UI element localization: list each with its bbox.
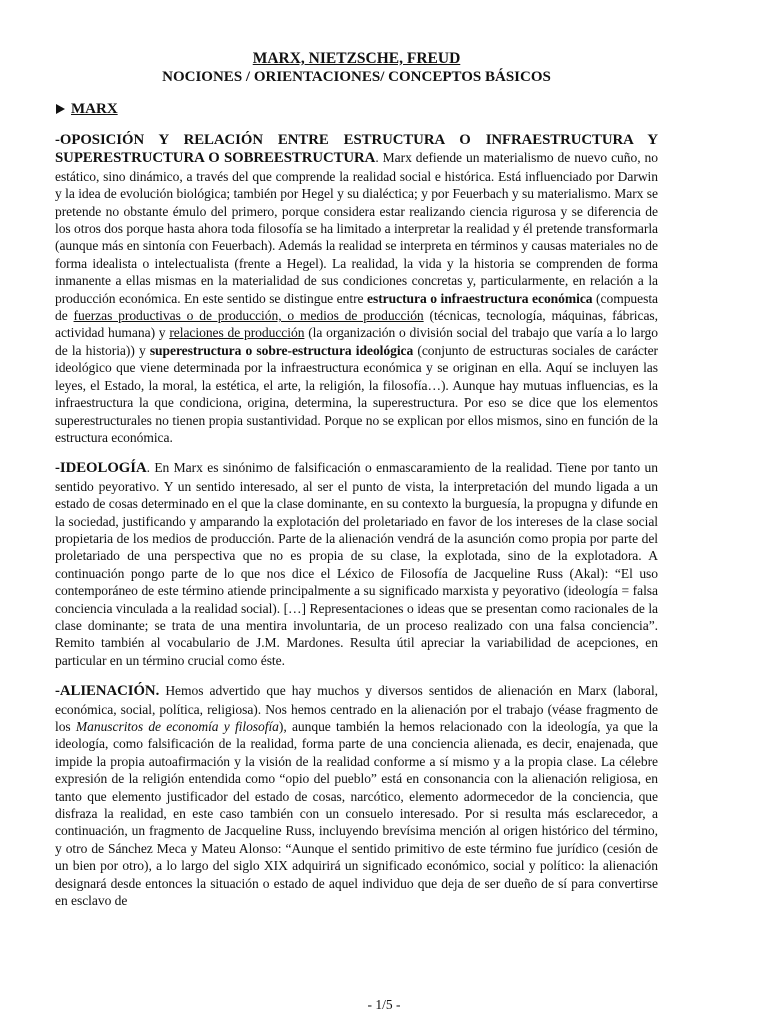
document-title: MARX, NIETZSCHE, FREUD [252, 50, 461, 67]
paragraph-alienacion [55, 682, 658, 909]
document-subtitle: NOCIONES / ORIENTACIONES/ CONCEPTOS BÁSICOS [162, 69, 551, 85]
paragraph-estructura [55, 131, 658, 446]
paragraph-heading: -IDEOLOGÍA [55, 460, 147, 477]
paragraph-ideologia [55, 459, 658, 669]
italic-title: Manuscritos de economía y filosofía [75, 719, 279, 734]
arrow-bullet-icon [56, 104, 65, 114]
paragraph-text: (compuesta de [55, 290, 658, 324]
bold-term: superestructura o sobre-estructura ideológica [149, 342, 414, 358]
bold-term: estructura o infraestructura económica [367, 290, 593, 306]
paragraph-text: . Marx defiende un materialismo de nuevo cuño, no estático, sino dinámico, a través del que comprende la realidad social e histórica. Está influenciado por Darwin y la idea de evolución biológica; también por Hegel y su dialéctica; y por Feuerbach y su materialismo. Marx se pretende no obstante émulo del primero, porque considera estar realizando ciencia rigurosa y se diferencia de los otros dos porque hasta ahora toda filosofía se ha limitado a interpretar la realidad y él pretende transformarla (aunque más en sintonía con Feuerbach). Además la realidad se interpreta en términos y causas materiales no de forma idealista o intelectualista (frente a Hegel). La realidad, la vida y la historia se comprenden de forma inmanente a ellas mismas en la materialidad de sus condiciones concretas y, particularmente, en relación a la producción económica. En este sentido se distingue entre [55, 150, 658, 306]
underlined-term: fuerzas productivas o de producción, o medios de producción [73, 308, 424, 324]
paragraph-text: ), aunque también la hemos relacionado con la ideología, ya que la ideología, como falsificación de la realidad, forma parte de una conciencia alienada, es decir, enajenada, que impide la propia autoafirmación y la visión de la realidad conforme a sí mismo y a la propia clase. La célebre expresión de la religión entendida como “opio del pueblo” está en consonancia con la alienación religiosa, en tanto que elemento justificador del estado de cosas, narcótico, elemento adormecedor de la conciencia, que disfraza la realidad, en este caso también con un consuelo interesado. Por si resulta más esclarecedor, a continuación, un fragmento de Jacqueline Russ, incluyendo brevísima mención al origen histórico del término, y otro de Sánchez Meca y Mateu Alonso: “Aunque el sentido primitivo de este término fue jurídico (cesión de un bien por otro), a lo largo del siglo XIX adquirirá un significado económico, social y político: la alienación designará desde entonces la situación o estado de aquel individuo que deja de ser dueño de sí para convertirse en esclavo de [55, 719, 658, 909]
paragraph-text: (conjunto de estructuras sociales de carácter ideológico que viene determinada por la infraestructura económica y se originan en ella. Aquí se incluyen las leyes, el Estado, la moral, la estética, el arte, la religión, la filosofía…). Aunque hay mutuas influencias, es la infraestructura la que condiciona, origina, determina, la superestructura. Por eso se dice que los elementos superestructurales no tienen propia sustantividad. Porque no se explican por ellos mismos, sino en función de la estructura económica. [55, 342, 658, 445]
paragraph-text: . En Marx es sinónimo de falsificación o enmascaramiento de la realidad. Tiene por tanto un sentido peyorativo. Y un sentido interesado, al ser el punto de vista, la interpretación del mundo ligada a un estado de cosas determinado en el que la clase dominante, en su contexto la burguesía, la propugna y difunde en la sociedad, justificando y amparando la explotación del proletariado en favor de los intereses de la clase social propietaria de los medios de producción. Parte de la alienación vendrá de la asunción como propia por parte del proletariado de una perspectiva que no es propia de su clase, la explotada, sino de la explotadora. A continuación pongo parte de lo que nos dice el Léxico de Filosofía de Jacqueline Russ (Akal): “El uso contemporáneo de este término atiende principalmente a su significado marxista y peyorativo (ideología = falsa conciencia vinculada a la realidad social). […] Representaciones o ideas que se presentan como racionales de la clase dominante; se trata de una mentira involuntaria, de un proceso realizado con una falsa conciencia”. Remito también al vocabulario de J.M. Mardones. Resulta útil apreciar la variabilidad de acepciones, en particular en un término crucial como éste. [55, 460, 658, 668]
paragraph-heading: -ALIENACIÓN. [55, 683, 160, 700]
page-number: - 1/5 - [367, 997, 401, 1012]
paragraph-heading: -OPOSICIÓN Y RELACIÓN ENTRE ESTRUCTURA O INFRAESTRUCTURA Y SUPERESTRUCTURA O SOBREESTRUCTURA [55, 132, 658, 167]
paragraph-text: (técnicas, tecnología, máquinas, fábricas, actividad humana) y [55, 308, 658, 341]
paragraph-text: Hemos advertido que hay muchos y diversos sentidos de alienación en Marx (laboral, económica, social, política, religiosa). Nos hemos centrado en la alienación por el trabajo (véase fragmento de los [55, 683, 658, 734]
section-heading-label: MARX [71, 101, 118, 117]
section-heading-marx [55, 100, 658, 118]
underlined-term: relaciones de producción [169, 325, 305, 341]
paragraph-text: (la organización o división social del trabajo que varía a lo largo de la historia)) y [55, 325, 658, 358]
document-page [55, 50, 658, 922]
